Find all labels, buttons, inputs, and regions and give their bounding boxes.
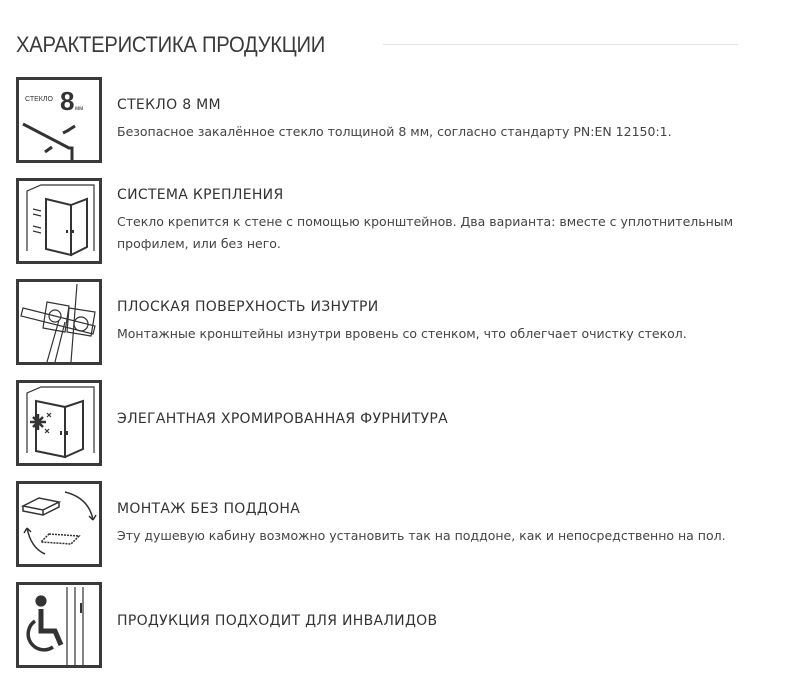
feature-no-tray — [16, 481, 786, 567]
wheelchair-icon — [16, 582, 102, 668]
feature-description: Безопасное закалённое стекло толщиной 8 мм, согласно стандарту PN:EN 12150:1. — [117, 124, 672, 139]
feature-title: ПЛОСКАЯ ПОВЕРХНОСТЬ ИЗНУТРИ — [117, 299, 379, 315]
feature-flat-surface — [16, 279, 786, 365]
feature-description: Монтажные кронштейны изнутри вровень со стенком, что облегчает очистку стекол. — [117, 326, 687, 341]
wall-mount-icon — [16, 178, 102, 264]
feature-description: Стекло крепится к стене с помощью кронштейнов. Два варианта: вместе с уплотнительным профилем, или без него. — [117, 214, 734, 251]
feature-glass — [16, 77, 786, 163]
feature-chrome — [16, 380, 786, 466]
feature-title: СИСТЕМА КРЕПЛЕНИЯ — [117, 187, 284, 203]
icon-number: 8 — [60, 86, 75, 116]
feature-title: МОНТАЖ БЕЗ ПОДДОНА — [117, 501, 301, 517]
title-divider — [383, 44, 738, 45]
tray-floor-icon — [16, 481, 102, 567]
feature-mounting — [16, 178, 786, 264]
section-title: ХАРАКТЕРИСТИКА ПРОДУКЦИИ — [16, 32, 326, 57]
feature-title: ЭЛЕГАНТНАЯ ХРОМИРОВАННАЯ ФУРНИТУРА — [117, 411, 449, 427]
icon-unit: мм — [75, 106, 84, 112]
glass-8mm-icon — [16, 77, 102, 163]
icon-label: СТЕКЛО — [25, 96, 53, 103]
feature-description: Эту душевую кабину возможно установить так на поддоне, как и непосредственно на пол. — [117, 528, 726, 543]
chrome-sparkle-icon — [16, 380, 102, 466]
feature-title: СТЕКЛО 8 ММ — [117, 97, 221, 113]
feature-accessible — [16, 582, 786, 668]
feature-title: ПРОДУКЦИЯ ПОДХОДИТ ДЛЯ ИНВАЛИДОВ — [117, 613, 438, 629]
squeegee-icon — [16, 279, 102, 365]
